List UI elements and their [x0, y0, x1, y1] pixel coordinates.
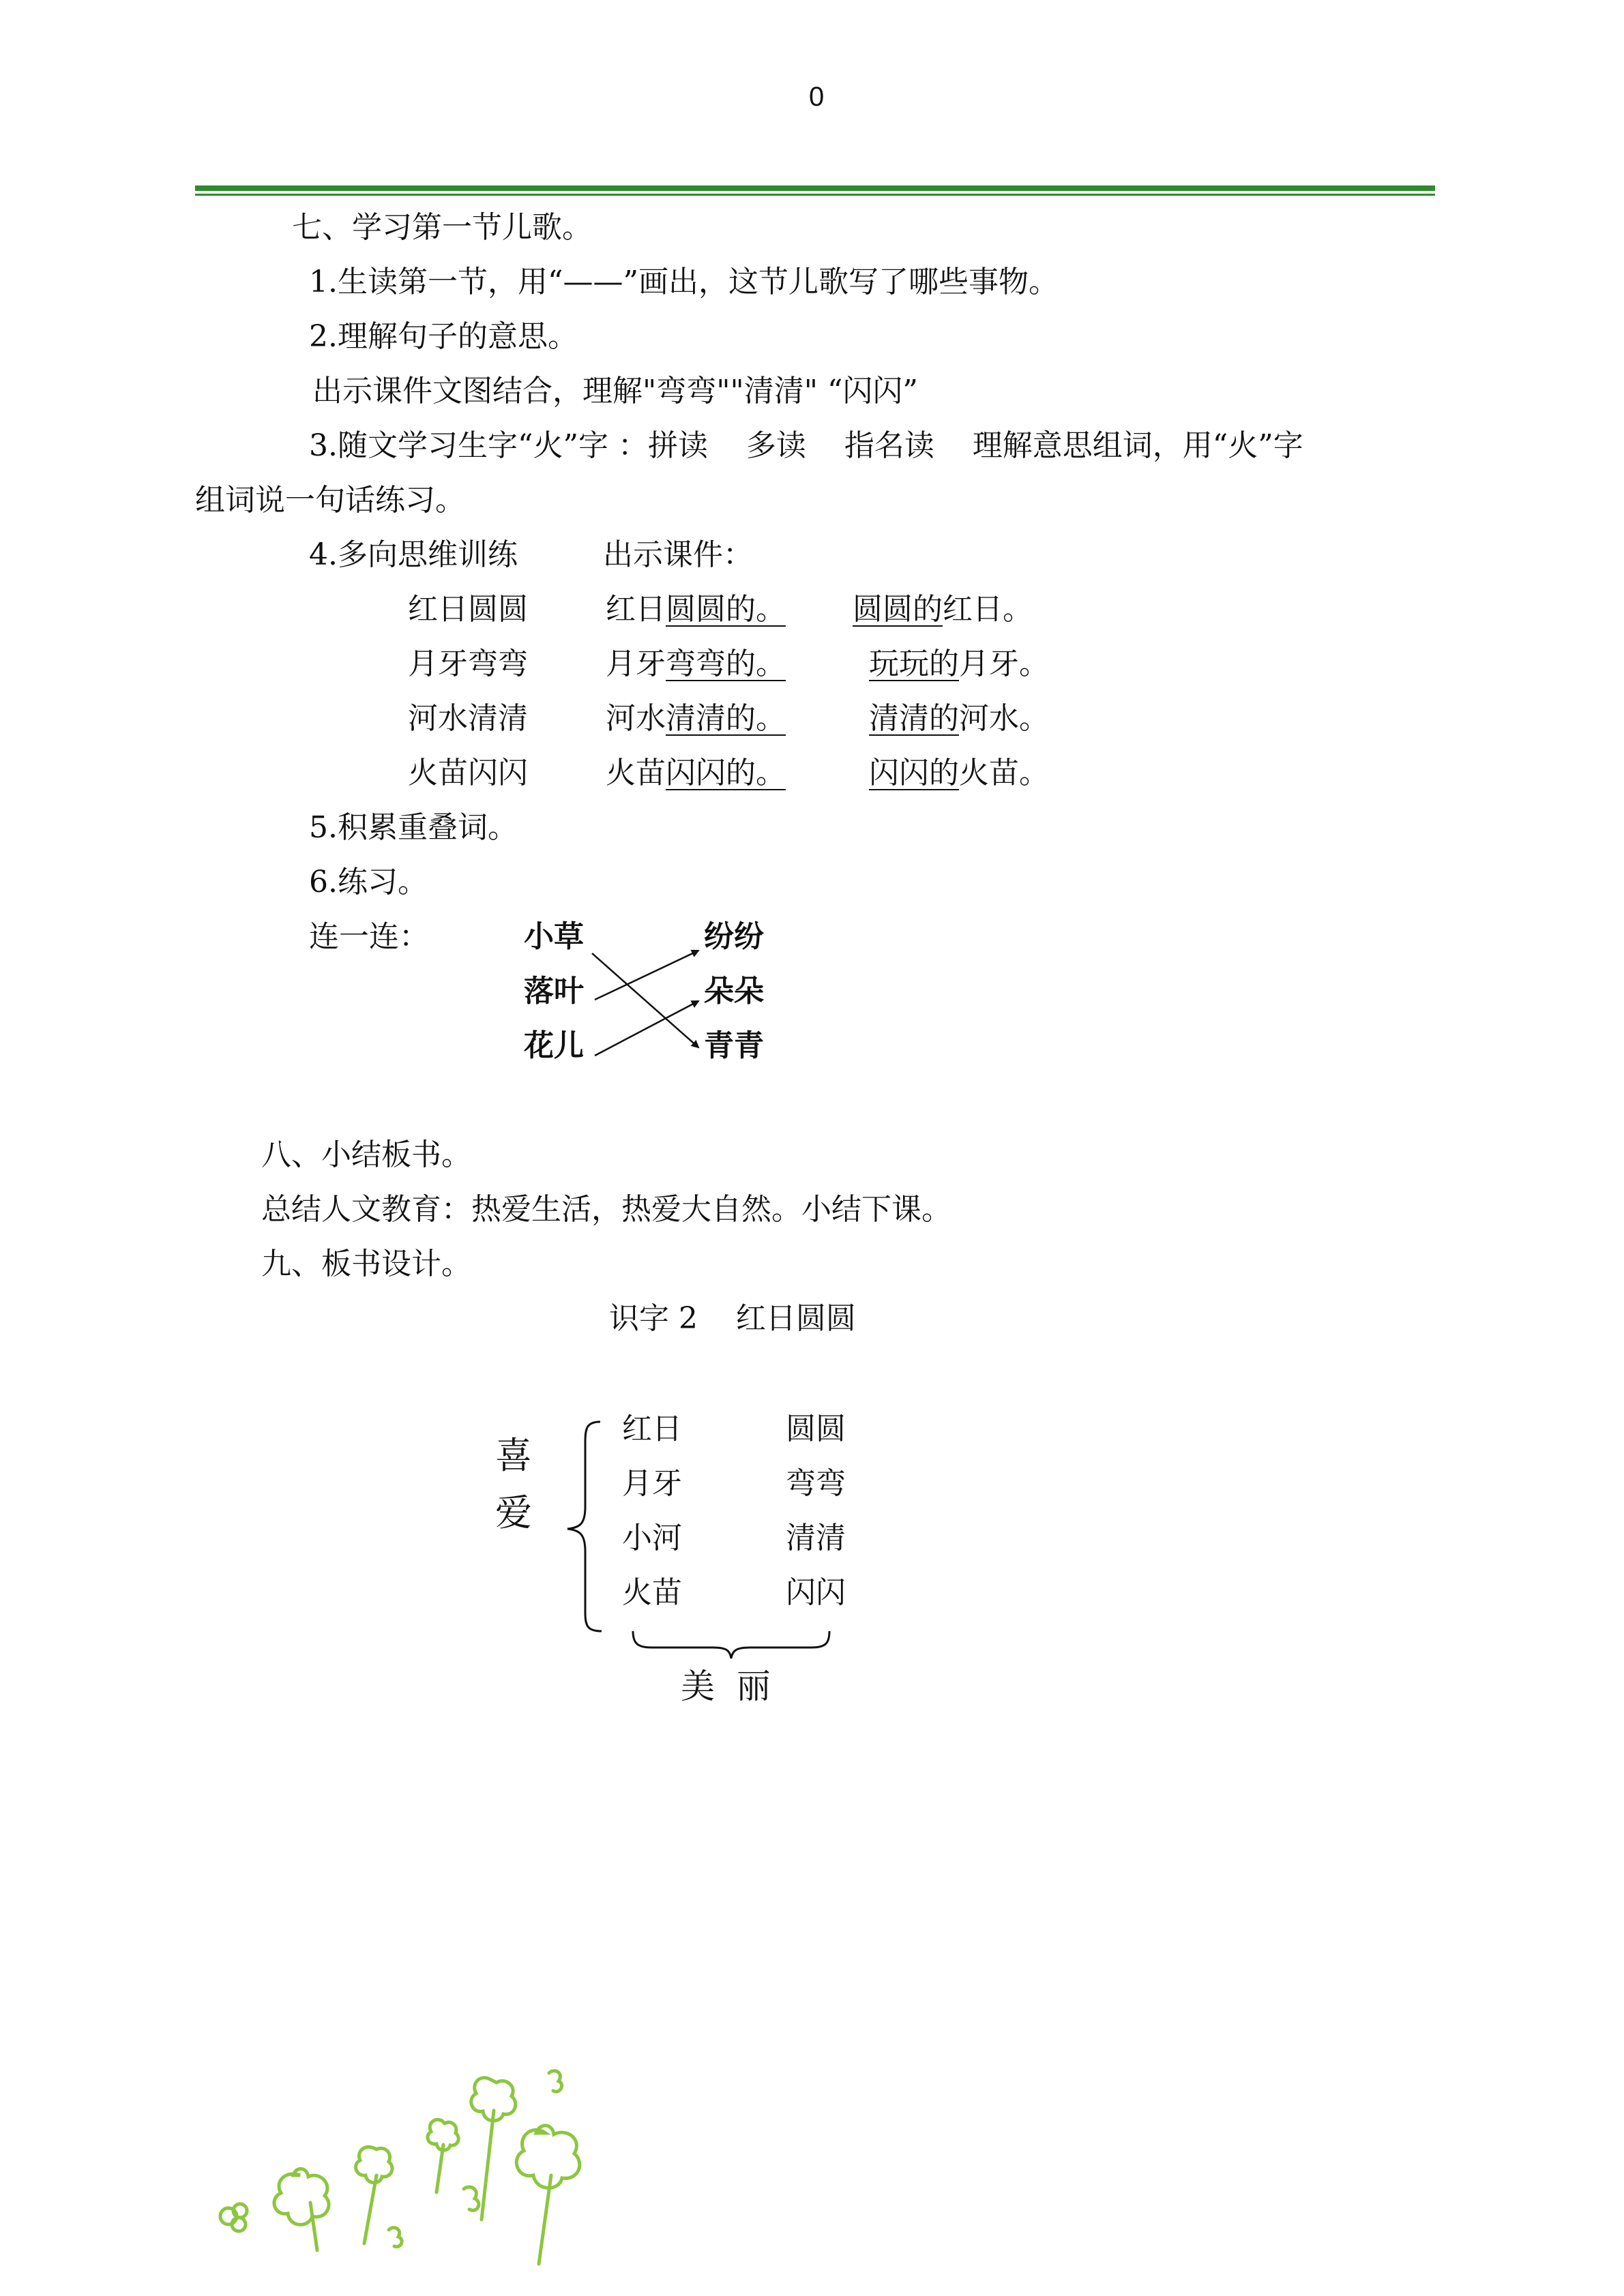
section-7-item-3-line-2: 组词说一句话练习。	[195, 483, 465, 518]
section-7-item-4: 4.多向思维训练	[309, 537, 518, 572]
table-row-3-col-2: 河水清清的。	[606, 701, 786, 736]
table-row-4-col-3: 闪闪的火苗。	[869, 756, 1049, 790]
board-row-1-a: 红日	[622, 1412, 682, 1446]
match-right-1: 纷纷	[704, 919, 764, 954]
section-7-item-5: 5.积累重叠词。	[309, 810, 518, 845]
table-row-3-col-1: 河水清清	[408, 701, 528, 736]
board-row-3-a: 小河	[622, 1521, 682, 1555]
board-left-word-1: 喜	[495, 1434, 532, 1477]
match-left-2: 落叶	[524, 974, 584, 1009]
section-9-heading: 九、板书设计。	[261, 1247, 471, 1281]
section-7-item-6: 6.练习。	[309, 865, 428, 899]
section-8-heading: 八、小结板书。	[261, 1137, 471, 1172]
board-bottom-word: 美 丽	[681, 1667, 771, 1706]
section-7-item-2-detail: 出示课件文图结合，理解"弯弯""清清" “闪闪”	[312, 374, 918, 408]
board-bottom-brace	[633, 1631, 829, 1658]
table-row-4-col-2: 火苗闪闪的。	[606, 756, 786, 790]
table-row-1-col-3: 圆圆的红日。	[853, 592, 1033, 627]
table-row-2-col-1: 月牙弯弯	[408, 646, 528, 681]
match-left-3: 花儿	[524, 1028, 584, 1063]
section-7-item-1: 1.生读第一节，用“——”画出，这节儿歌写了哪些事物。	[309, 265, 1059, 299]
match-right-2: 朵朵	[704, 974, 764, 1009]
table-row-2-col-3: 玩玩的月牙。	[869, 646, 1049, 681]
board-row-2-a: 月牙	[622, 1466, 682, 1501]
table-row-1-col-2: 红日圆圆的。	[606, 592, 786, 627]
match-line-3	[595, 1001, 698, 1056]
board-row-2-b: 弯弯	[786, 1466, 846, 1501]
section-7-item-2: 2.理解句子的意思。	[309, 319, 578, 354]
section-7-heading: 七、学习第一节儿歌。	[292, 210, 592, 245]
table-row-2-col-2: 月牙弯弯的。	[606, 646, 786, 681]
match-left-1: 小草	[524, 919, 584, 954]
table-row-3-col-3: 清清的河水。	[869, 701, 1049, 736]
page-number: 0	[809, 82, 825, 112]
board-title: 识字 2 红日圆圆	[609, 1301, 856, 1336]
board-row-4-a: 火苗	[622, 1575, 682, 1610]
section-7-item-3-line-1: 3.随文学习生字“火”字 ：拼读 多读 指名读 理解意思组词，用“火”字	[309, 428, 1303, 463]
match-label: 连一连：	[309, 919, 429, 954]
board-row-4-b: 闪闪	[786, 1575, 846, 1610]
board-row-1-b: 圆圆	[786, 1412, 846, 1446]
board-left-word-2: 爱	[495, 1491, 532, 1534]
match-line-2	[595, 951, 698, 1000]
section-7-item-4-tag: 出示课件：	[603, 537, 753, 572]
board-left-brace	[567, 1422, 602, 1631]
table-row-1-col-1: 红日圆圆	[408, 592, 528, 627]
table-row-4-col-1: 火苗闪闪	[408, 756, 528, 790]
flower-decoration	[220, 2071, 580, 2264]
section-8-summary: 总结人文教育：热爱生活，热爱大自然。小结下课。	[261, 1192, 951, 1227]
match-line-1	[592, 953, 698, 1047]
board-row-3-b: 清清	[786, 1521, 846, 1555]
match-right-3: 青青	[704, 1028, 764, 1063]
